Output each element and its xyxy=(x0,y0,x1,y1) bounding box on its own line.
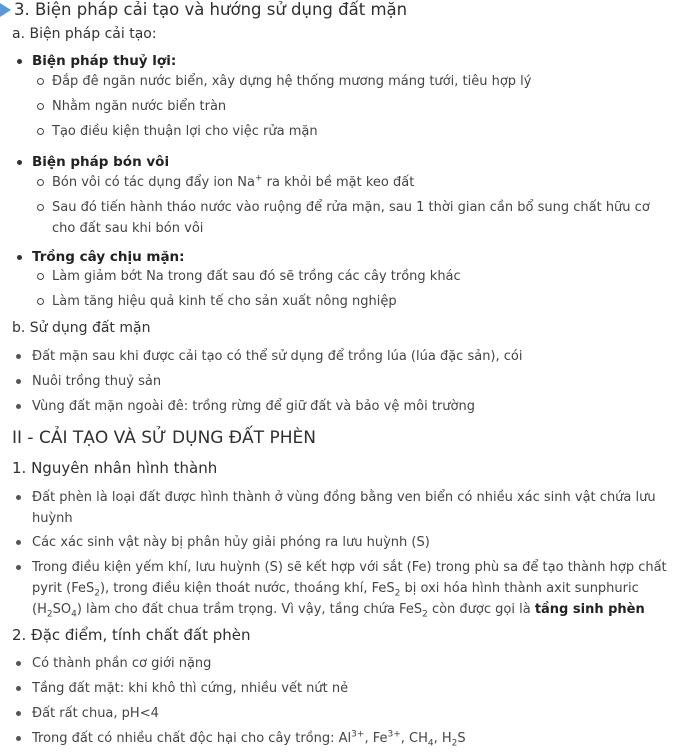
list-item: Đất rất chua, pH<4 xyxy=(32,703,159,724)
section3-a-label: a. Biện pháp cải tạo: xyxy=(12,26,157,42)
section3-b-label: b. Sử dụng đất mặn xyxy=(12,320,151,336)
list-item: Các xác sinh vật này bị phân hủy giải phóng ra lưu huỳnh (S) xyxy=(32,532,430,553)
list-item: Trong điều kiện yếm khí, lưu huỳnh (S) sẽ kết hợp với sắt (Fe) trong phù sa để tạo thành hợp chất pyrit (FeS$_2$), trong điều kiện thoát nước, thoáng khí, FeS$_2$ bị oxi hóa hình thành axit sunphuric $(H_2SO_4)$ làm cho đất chua trầm trọng. Vì vậy, tầng chứa FeS$_2$ còn được gọi là tầng sinh phèn xyxy=(32,557,672,620)
nguyen-nhan-title: 1. Nguyên nhân hình thành xyxy=(12,459,218,477)
thuy-loi-title: Biện pháp thuỷ lợi: xyxy=(32,51,176,72)
bon-voi-title: Biện pháp bón vôi xyxy=(32,152,169,173)
list-item: Trong đất có nhiều chất độc hại cho cây trồng: $Al^{3+}$, $Fe^{3+}$, $CH_4$, $H_2S$ xyxy=(32,729,466,749)
list-item: Nuôi trồng thuỷ sản xyxy=(32,371,161,392)
expand-arrow-icon[interactable] xyxy=(0,3,11,17)
section3-title: 3. Biện pháp cải tạo và hướng sử dụng đất mặn xyxy=(14,0,408,19)
list-item: Vùng đất mặn ngoài đê: trồng rừng để giữ đất và bảo vệ môi trường xyxy=(32,396,475,417)
list-item: Nhằm ngăn nước biển tràn xyxy=(52,96,226,117)
list-item: Làm giảm bớt Na trong đất sau đó sẽ trồng các cây trồng khác xyxy=(52,266,461,287)
list-item: Đất phèn là loại đất được hình thành ở vùng đồng bằng ven biển có nhiều xác sinh vật chứa lưu huỳnh xyxy=(32,487,672,529)
tang-sinh-phen-term: tầng sinh phèn xyxy=(534,602,645,617)
list-item: Tầng đất mặt: khi khô thì cứng, nhiều vết nứt nẻ xyxy=(32,678,348,699)
list-item: Bón vôi có tác dụng đẩy ion Na+ ra khỏi bề mặt keo đất xyxy=(52,172,414,193)
section-ii-title: II - CẢI TẠO VÀ SỬ DỤNG ĐẤT PHÈN xyxy=(12,428,316,448)
list-item: Đất mặn sau khi được cải tạo có thể sử dụng để trồng lúa (lúa đặc sản), cói xyxy=(32,346,522,367)
trong-cay-title: Trồng cây chịu mặn: xyxy=(32,247,185,268)
list-item: Có thành phần cơ giới nặng xyxy=(32,653,211,674)
list-item: Đắp đê ngăn nước biển, xây dựng hệ thống mương máng tưới, tiêu hợp lý xyxy=(52,71,531,92)
list-item: Làm tăng hiệu quả kinh tế cho sản xuất nông nghiệp xyxy=(52,291,397,312)
list-item: Sau đó tiến hành tháo nước vào ruộng để rửa mặn, sau 1 thời gian cần bổ sung chất hữu cơ cho đất sau khi bón vôi xyxy=(52,197,672,239)
list-item: Tạo điều kiện thuận lợi cho việc rửa mặn xyxy=(52,121,318,142)
dac-diem-title: 2. Đặc điểm, tính chất đất phèn xyxy=(12,626,251,644)
